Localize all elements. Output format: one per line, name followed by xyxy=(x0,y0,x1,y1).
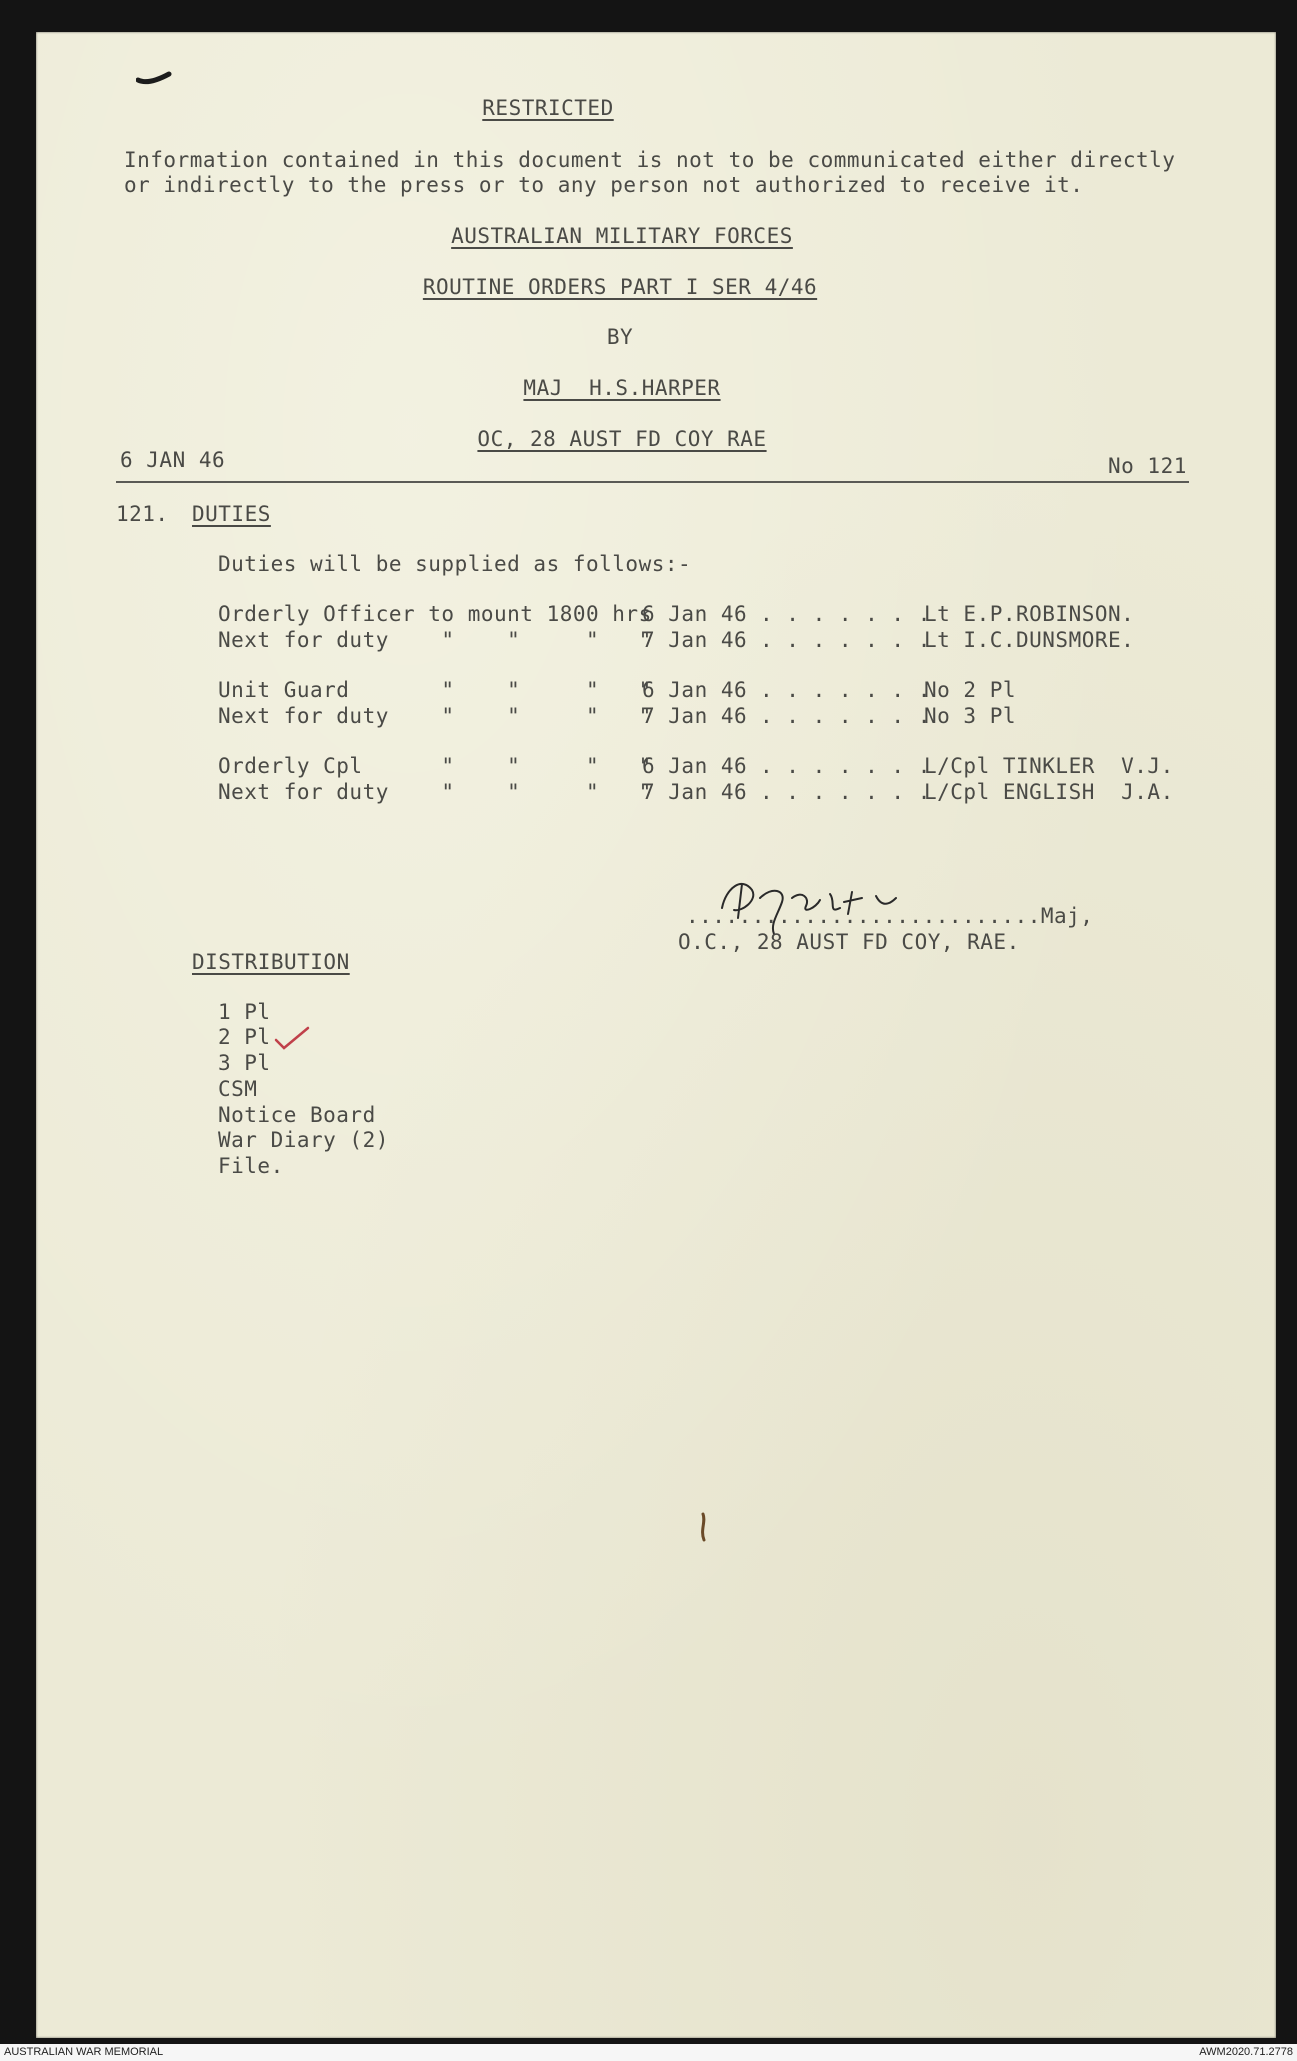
notice-line-1: Information contained in this document is not to be communicated either directly xyxy=(124,148,1176,172)
order-date: 6 JAN 46 xyxy=(120,448,226,472)
unit-name: OC, 28 AUST FD COY RAE xyxy=(477,427,767,451)
distribution-heading: DISTRIBUTION xyxy=(192,950,350,974)
distribution-item: 1 Pl xyxy=(218,1000,271,1024)
section-heading: DUTIES xyxy=(192,502,271,526)
distribution-item: War Diary (2) xyxy=(218,1128,389,1152)
duty-role: Next for duty " " " " xyxy=(218,628,652,652)
section-intro: Duties will be supplied as follows:- xyxy=(218,552,692,576)
officer-name: MAJ H.S.HARPER xyxy=(523,376,721,400)
duty-assignee: Lt I.C.DUNSMORE. xyxy=(924,628,1135,652)
duty-assignee: Lt E.P.ROBINSON. xyxy=(924,602,1135,626)
duty-date: 7 Jan 46 xyxy=(642,628,748,652)
duty-leader: . . . . . . . xyxy=(760,754,931,778)
organisation-heading: AUSTRALIAN MILITARY FORCES xyxy=(451,224,793,248)
header-rule xyxy=(116,481,1189,483)
document-title: ROUTINE ORDERS PART I SER 4/46 xyxy=(422,275,818,299)
distribution-item: File. xyxy=(218,1154,284,1178)
duty-date: 6 Jan 46 xyxy=(642,754,748,778)
paper-stain xyxy=(696,1512,710,1542)
duty-leader: . . . . . . . xyxy=(760,678,931,702)
duty-role: Next for duty " " " " xyxy=(218,704,652,728)
distribution-item: CSM xyxy=(218,1077,258,1101)
distribution-item: 3 Pl xyxy=(218,1051,271,1075)
duty-leader: . . . . . . . xyxy=(760,704,931,728)
duty-assignee: No 3 Pl xyxy=(924,704,1017,728)
duty-leader: . . . . . . . xyxy=(760,780,931,804)
distribution-item: Notice Board xyxy=(218,1103,376,1127)
duty-role: Orderly Officer to mount 1800 hrs xyxy=(218,602,652,626)
duty-role: Unit Guard " " " " xyxy=(218,678,652,702)
distribution-item: 2 Pl xyxy=(218,1025,271,1049)
section-number: 121. xyxy=(116,502,169,526)
accession-number: AWM2020.71.2778 xyxy=(1199,2046,1293,2058)
signature-line: ...........................Maj, xyxy=(686,904,1094,928)
duty-assignee: No 2 Pl xyxy=(924,678,1017,702)
by-line: BY xyxy=(606,325,634,349)
duty-leader: . . . . . . . xyxy=(760,602,931,626)
duty-assignee: L/Cpl TINKLER V.J. xyxy=(924,754,1174,778)
signature-block: O.C., 28 AUST FD COY, RAE. xyxy=(678,930,1020,954)
archive-name: AUSTRALIAN WAR MEMORIAL xyxy=(4,2046,164,2058)
classification-heading: RESTRICTED xyxy=(482,96,614,120)
duty-leader: . . . . . . . xyxy=(760,628,931,652)
duty-assignee: L/Cpl ENGLISH J.A. xyxy=(924,780,1174,804)
notice-line-2: or indirectly to the press or to any person not authorized to receive it. xyxy=(124,173,1084,197)
pen-mark xyxy=(136,70,172,86)
check-mark-icon xyxy=(272,1024,312,1052)
duty-role: Orderly Cpl " " " " xyxy=(218,754,652,778)
archive-caption-bar xyxy=(0,2044,1297,2061)
duty-role: Next for duty " " " " xyxy=(218,780,652,804)
duty-date: 6 Jan 46 xyxy=(642,602,748,626)
duty-date: 6 Jan 46 xyxy=(642,678,748,702)
duty-date: 7 Jan 46 xyxy=(642,780,748,804)
order-number: No 121 xyxy=(1108,454,1187,478)
duty-date: 7 Jan 46 xyxy=(642,704,748,728)
